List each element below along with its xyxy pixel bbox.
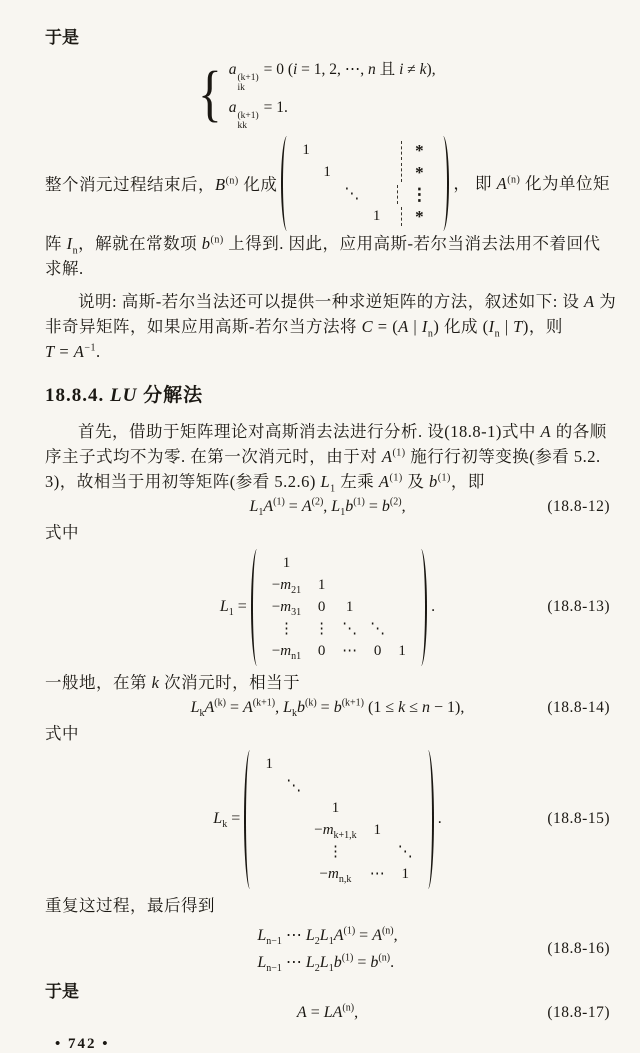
- equation-number-18-8-15: (18.8-15): [547, 810, 610, 828]
- paragraph-first-line-2: 序主子式均不为零. 在第一次消元时，由于对 $A^{(1)}$ 施行行初等变换(参看 5.2.: [45, 446, 601, 466]
- formula-where-label-2: 式中: [45, 723, 79, 743]
- paragraph-generally: 一般地，在第 k 次消元时，相当于: [45, 672, 301, 692]
- page-number: • 742 •: [55, 1035, 110, 1052]
- paragraph-elimination-result: [45, 136, 610, 231]
- paragraph-elimination-line-3: 求解.: [45, 258, 84, 278]
- paragraph-note-line-2: 非奇异矩阵，如果应用高斯-若尔当方法将 C = (A | $I_n$) 化成 ($I_n$ | T)，则: [45, 316, 563, 340]
- paren-left: [251, 549, 262, 666]
- equation-18-8-16-line-1: $L_{n-1}$ ⋯ $L_2L_1A^{(1)} = A^{(n)}$,: [257, 925, 398, 948]
- matrix-lk: [244, 750, 433, 889]
- paren-right: [416, 549, 427, 666]
- brace-left: {: [197, 59, 222, 128]
- equation-18-8-16-lines: [257, 922, 397, 976]
- equation-system-lines: [229, 56, 436, 132]
- matrix-l1: [251, 549, 427, 666]
- equation-number-18-8-17: (18.8-17): [547, 1003, 610, 1021]
- equation-system: [45, 56, 610, 132]
- matrix-b-superscript-n: [281, 136, 449, 231]
- paragraph-repeat: 重复这过程，最后得到: [45, 895, 215, 915]
- section-heading-18-8-4: 18.8.4. LU 分解法: [45, 384, 204, 406]
- equation-18-8-17: [45, 1004, 610, 1022]
- equation-system-line-2: a (k+1) kk = 1.: [228, 98, 288, 131]
- paragraph-note-line-3: $T = A^{-1}$.: [45, 341, 101, 361]
- matrix-lk-grid: 1 ⋱ 1 $-m_{k+1,k}$ 1 ⋮ ⋱ $-m_{n,k}$ ⋯ 1: [265, 755, 413, 885]
- paren-left: [281, 136, 292, 231]
- equation-number-18-8-14: (18.8-14): [547, 698, 610, 716]
- equation-18-8-12-body: $L_1A^{(1)} = A^{(2)}$, $L_1b^{(1)} = b^{(2)}$,: [249, 496, 406, 519]
- equation-number-18-8-12: (18.8-12): [547, 497, 610, 515]
- equation-system-line-1: a (k+1) ik = 0 (i = 1, 2, ⋯, n 且 i ≠ k),: [228, 61, 436, 93]
- equation-18-8-13: [45, 549, 610, 666]
- paragraph-elimination-before-matrix: 整个消元过程结束后，$B^{(n)}$ 化成: [45, 175, 278, 195]
- thus-label-bottom: 于是: [45, 981, 79, 1001]
- equation-18-8-15-suffix: .: [437, 810, 442, 828]
- equation-18-8-15-lhs: $L_k$ =: [213, 810, 241, 831]
- equation-18-8-13-suffix: .: [431, 598, 436, 616]
- equation-number-18-8-16: (18.8-16): [547, 939, 610, 957]
- equation-18-8-14: [45, 697, 610, 720]
- paragraph-elimination-line-2: 阵 $I_n$，解就在常数项 $b^{(n)}$ 上得到. 因此，应用高斯-若尔当消去法用不着回代: [45, 233, 601, 257]
- paragraph-first-line-1: 首先，借助于矩阵理论对高斯消去法进行分析. 设(18.8-1)式中 A 的各顺: [78, 421, 607, 441]
- paragraph-elimination-after-matrix: ， 即 $A^{(n)}$ 化为单位矩: [453, 173, 611, 193]
- matrix-b-grid: 1 * 1 * ⋱ ⋮ 1 *: [302, 140, 429, 226]
- formula-where-label-1: 式中: [45, 522, 79, 542]
- equation-18-8-12: [45, 496, 610, 519]
- equation-18-8-15: [45, 750, 610, 889]
- matrix-l1-grid: 1 $-m_{21}$ 1 $-m_{31}$ 0 1 ⋮ ⋮ ⋱ ⋱ $-m_{n1}$ 0 ⋯ 0 1: [271, 554, 406, 662]
- equation-18-8-13-lhs: $L_1$ =: [219, 598, 247, 619]
- paren-left: [244, 750, 255, 889]
- equation-number-18-8-13: (18.8-13): [547, 598, 610, 616]
- paren-right: [438, 136, 449, 231]
- paren-right: [423, 750, 434, 889]
- equation-18-8-17-body: $A = LA^{(n)}$,: [296, 1002, 359, 1021]
- equation-18-8-16-line-2: $L_{n-1}$ ⋯ $L_2L_1b^{(1)} = b^{(n)}$.: [257, 952, 395, 975]
- equation-18-8-16: [45, 922, 610, 976]
- paragraph-note-line-1: 说明: 高斯-若尔当法还可以提供一种求逆矩阵的方法，叙述如下: 设 A 为: [78, 291, 617, 311]
- paragraph-first-line-3: 3)，故相当于用初等矩阵(参看 5.2.6) $L_1$ 左乘 $A^{(1)}$ 及 $b^{(1)}$，即: [45, 471, 485, 495]
- thus-label-top: 于是: [45, 28, 79, 47]
- equation-18-8-14-body: $L_kA^{(k)} = A^{(k+1)}$, $L_kb^{(k)} = b^{(k+1)}$ (1 ≤ k ≤ n − 1),: [190, 697, 465, 720]
